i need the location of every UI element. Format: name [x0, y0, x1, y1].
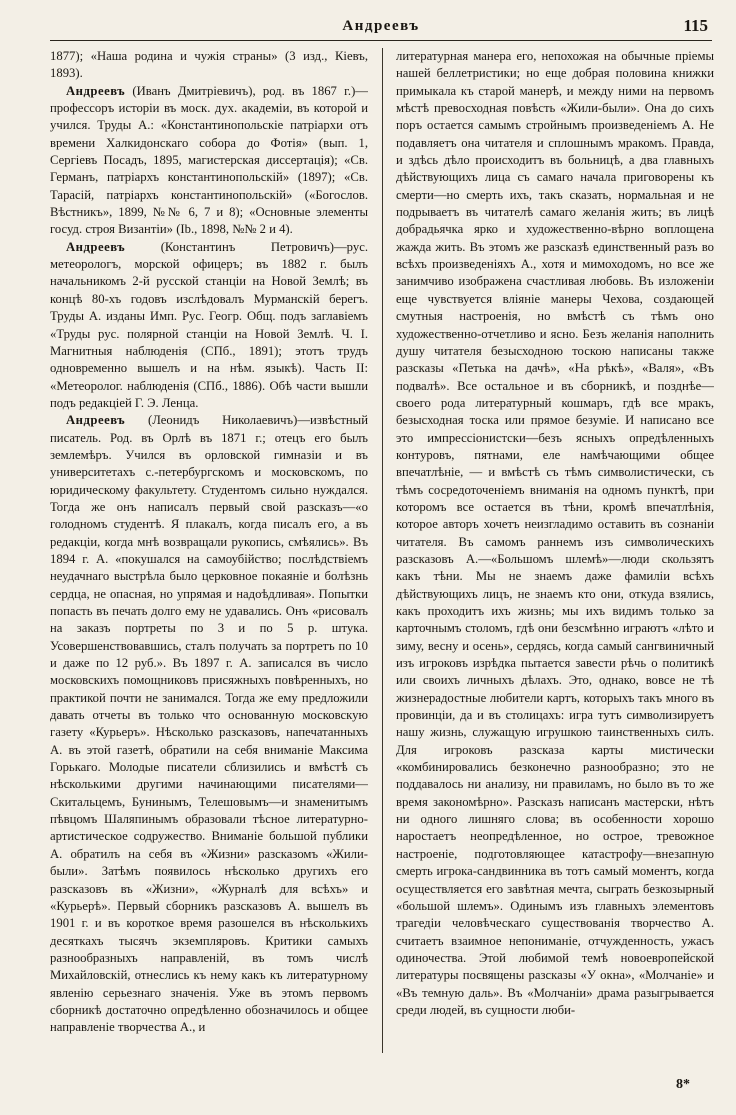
left-column	[50, 48, 368, 1053]
text-columns	[50, 48, 714, 1053]
column-divider	[382, 48, 383, 1053]
continuation-paragraph: 1877); «Наша родина и чужія страны» (3 изд., Кіевъ, 1893).	[50, 49, 368, 81]
page-number: 115	[683, 16, 708, 35]
entry-headword: Андреевъ	[66, 83, 126, 98]
right-column-text: литературная манера его, непохожая на обычные пріемы нашей беллетристики; но еще добрая половина книжки примыкала къ старой манерѣ, и между ними на первомъ мѣстѣ превосходная повѣсть «Жили-были». Она до сихъ поръ остается самымъ стройнымъ произведеніемъ А. Не подавляетъ она читателя и сплошнымъ мракомъ. Правда, и здѣсь дѣло происходитъ въ больницѣ, а два главныхъ дѣйствующихъ лица съ самаго начала приговорены къ смерти—но смерть ихъ, такъ сказать, нормальная и не подрываетъ въ читателѣ самаго желанія жить; въ лицѣ добрадьячка ярко и художественно-вѣрно воплощена жажда жить. Въ этомъ же разсказѣ единственный разъ во всѣхъ произведеніяхъ А., хотя и мимоходомъ, но все же занимчиво изображена счастливая любовь. Въ изложеніи еще чувствуется вліяніе манеры Чехова, создающей смутныя настроенія, но вмѣстѣ съ тѣмъ оно художественно-отчетливо и ясно. Безъ желанія наполнить душу читателя безысходною тоскою написаны также разсказы «Петька на дачѣ», «На рѣкѣ», «Валя», «Въ подвалѣ». Все остальное и въ сборникѣ, и позднѣе—своего рода литературный кошмаръ, гдѣ все мракъ, безысходная тоска или прямое безуміе. И написано все это импрессіонистски—безъ ясныхъ опредѣленныхъ контуровъ, пятнами, еле намѣчающими общее впечатлѣніе, — и вмѣстѣ съ тѣмъ символистически, съ тѣмъ сосредоточеніемъ вниманія на одномъ пунктѣ, при которомъ все остается въ тѣни, кромѣ впечатлѣнія, которое авторъ хочетъ неизгладимо оставить въ сознаніи читателя. Въ самомъ раннемъ изъ символическихъ разсказовъ А.—«Большомъ шлемѣ»—люди скользятъ какъ тѣни. Мы не знаемъ даже фамиліи всѣхъ дѣйствующихъ лицъ, не знаемъ кто они, откуда взялись, какъ проходитъ ихъ жизнь; мы ихъ видимъ только за карточнымъ столомъ, гдѣ они безсмѣнно играютъ «лѣто и зиму, весну и осень», сердясь, когда самый сангвиничный изъ игроковъ изрѣдка пытается завести рѣчь о политикѣ или своихъ личныхъ дѣлахъ. Это, однако, вовсе не тѣ жизнерадостные любители картъ, которыхъ такъ много въ провинціи, да и въ столицахъ: игра тутъ символизируетъ нашу жизнь, служащую игрушкою таинственныхъ силъ. Для игроковъ разсказа карты мистически «комбинировались безконечно разнообразно; это не поддавалось ни анализу, ни правиламъ, но было въ то же время закономѣрно». Разсказъ написанъ мастерски, нѣтъ ни одного лишняго слова; въ особенности хорошо наростаетъ неопредѣленное, но острое, тревожное настроеніе, подготовляющее катастрофу—внезапную смерть игрока-сандвинника въ тотъ самый моментъ, когда осуществляется его завѣтная мечта, сыграть безкозырный «большой шлемъ». Одинымъ изъ главныхъ элементовъ трагедіи человѣческаго существованія творчество А. считаетъ взаимное непониманіе, отчужденность, ужасъ одиночества. Этой любимой темѣ новоевропейской литературы посвящены разсказы «У окна», «Молчаніе» и «Въ темную даль». Въ «Молчаніи» драма разыгрывается среди людей, въ сущности люби-	[396, 49, 714, 1017]
entry-body: (Леонидъ Николаевичъ)—извѣстный писатель. Род. въ Орлѣ въ 1871 г.; отецъ его былъ землемѣръ. Учился въ орловской гимназіи и въ университетахъ с.-петербургскомъ и московскомъ, по юридическому факультету. Студентомъ сильно нуждался. Тогда же онъ написалъ первый свой разсказъ—«о голодномъ студентѣ. Я плакалъ, когда писалъ его, а въ редакціи, когда мнѣ возвращали рукопись, смѣялись». Въ 1894 г. А. «покушался на самоубійство; послѣдствіемъ неудачнаго выстрѣла было церковное покаяніе и болѣзнь сердца, не опасная, но упрямая и надоѣдливая». Попытки попасть въ печать долго ему не удавались. Онъ «рисовалъ на заказъ портреты по 3 и по 5 р. штука. Усовершенствовавшись, сталъ получать за портретъ по 10 и даже по 12 руб.». Въ 1897 г. А. записался въ число московскихъ помощниковъ присяжныхъ повѣренныхъ, но практикой почти не занимался. Тогда же ему предложили давать отчеты въ только что основанную московскую газету «Курьеръ». Нѣсколько разсказовъ, напечатанныхъ А. въ этой газетѣ, обратили на себя вниманіе Максима Горькаго. Молодые писатели сблизились и вмѣстѣ съ нѣсколькими другими начинающими писателями—Скитальцемъ, Бунинымъ, Телешовымъ—и знаменитымъ пѣвцомъ Шаляпинымъ образовали тѣсное литературно-артистическое содружество. Вниманіе большой публики А. обратилъ на себя въ «Жизни» разсказомъ «Жили-были». Затѣмъ появилось нѣсколько другихъ его разсказовъ въ «Жизни», «Журналѣ для всѣхъ» и «Курьерѣ». Первый сборникъ разсказовъ А. вышелъ въ 1901 г. и въ короткое время разошелся въ нѣсколькихъ десяткахъ тысячъ экземпляровъ. Критики самыхъ разнообразныхъ направленій, въ томъ числѣ Михайловскій, отнеслись къ нему какъ къ литературному явленію серьезнаго значенія. Уже въ этомъ первомъ сборникѣ достаточно опредѣленно обозначилось и общее направленіе творчества А., и	[50, 413, 368, 1035]
entry-andreev-ivan	[50, 83, 368, 239]
signature-mark: 8*	[676, 1077, 690, 1092]
running-head: Андреевъ	[342, 18, 420, 34]
entry-andreev-konstantin	[50, 239, 368, 412]
entry-body: (Иванъ Дмитріевичъ), род. въ 1867 г.)—профессоръ исторіи въ моск. дух. академіи, въ которой и учился. Труды А.: «Константинопольскіе патріархи отъ времени Халкидонскаго собора до Фотія» (вып. 1, Сергіевъ Посадъ, 1895, магистерская диссертація); «Св. Германъ, патріархъ константинопольскій» (1897); «Св. Тарасій, патріархъ константинопольскій» («Богослов. Вѣстникъ», 1899, №№ 6, 7 и 8); «Основные элементы госуд. строя Византіи» (Ib., 1898, №№ 2 и 4).	[50, 83, 368, 237]
entry-andreev-leonid	[50, 412, 368, 1036]
entry-headword: Андреевъ	[66, 413, 126, 428]
entry-headword: Андреевъ	[66, 239, 126, 254]
page-header	[50, 14, 712, 41]
entry-body: (Константинъ Петровичъ)—рус. метеорологъ, морской офицеръ; въ 1882 г. былъ начальникомъ 2-й русской станціи на Новой Землѣ; въ концѣ 80-хъ годовъ изслѣдовалъ Мурманскій берегъ. Труды А. изданы Имп. Рус. Геогр. Общ. подъ заглавіемъ «Труды рус. полярной станціи на Новой Землѣ. Ч. I. Магнитныя наблюденія (СПб., 1891); этотъ трудъ одновременно вышелъ и на нѣм. языкѣ). Часть II: «Метеоролог. наблюденія (СПб., 1886). Обѣ части вышли подъ редакціей Г. Э. Ленца.	[50, 239, 368, 410]
right-column	[396, 48, 714, 1053]
